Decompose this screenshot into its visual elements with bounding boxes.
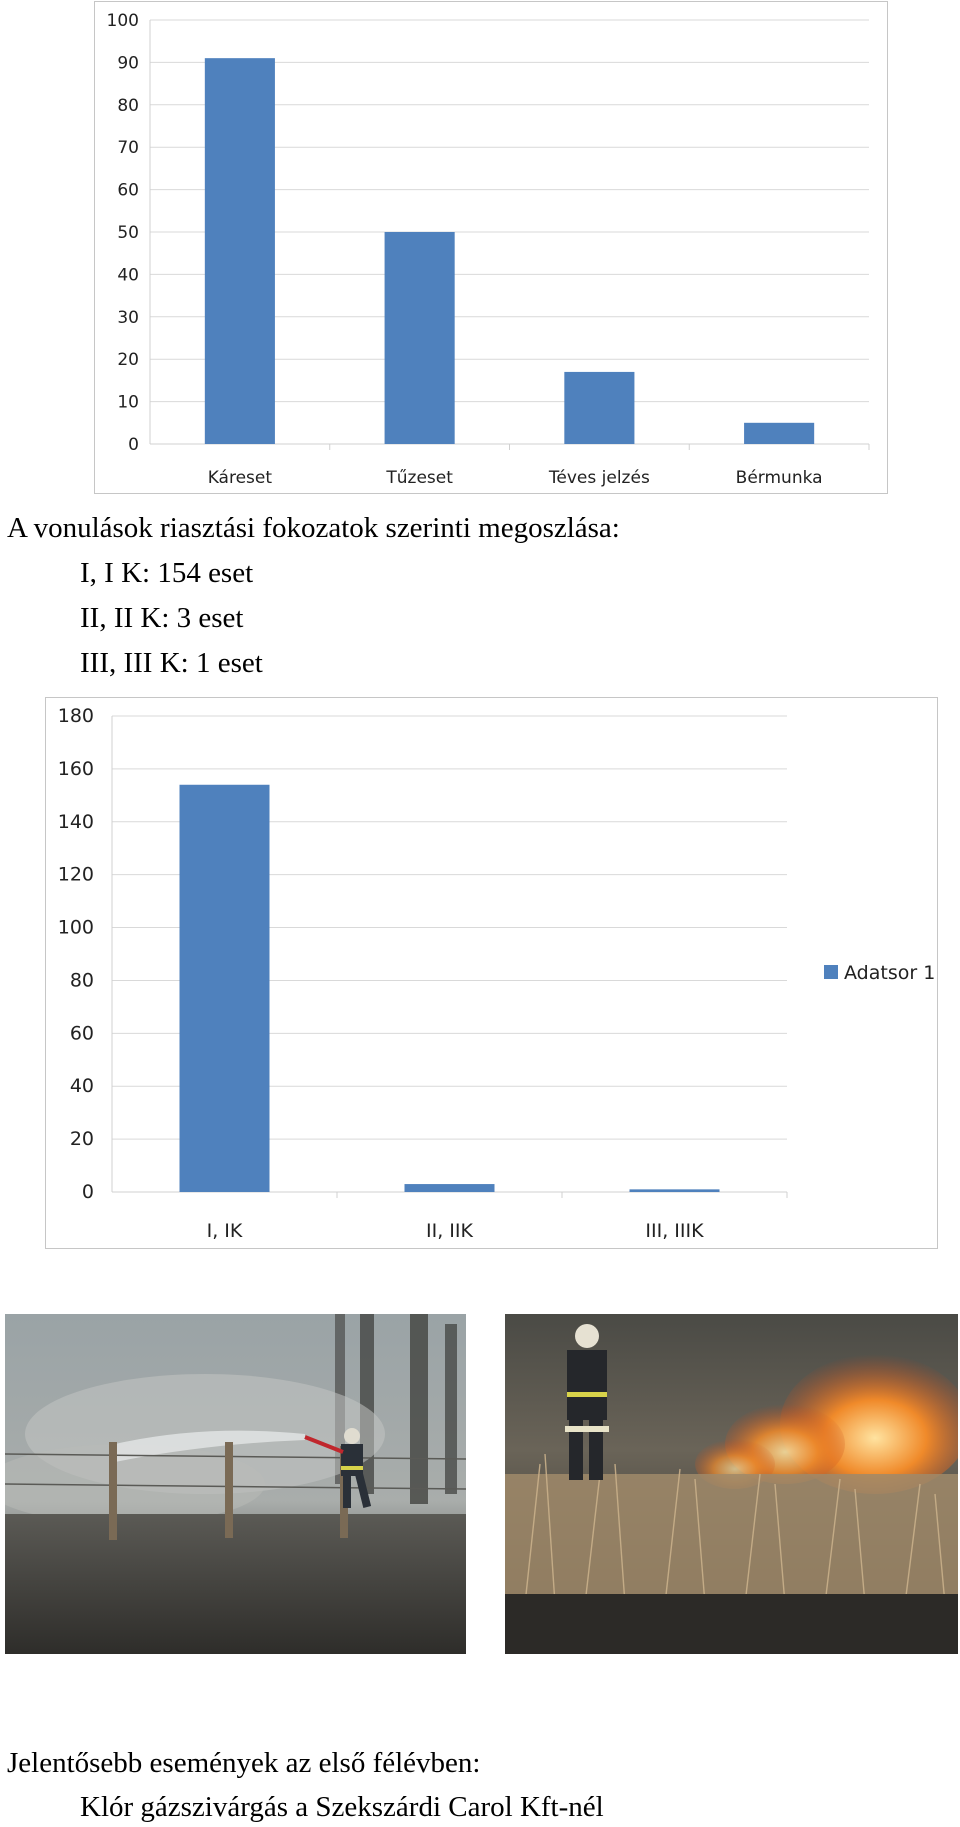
incident-chart-category-label: Téves jelzés	[548, 468, 650, 488]
incident-chart-y-tick-label: 70	[117, 138, 139, 159]
alarm-chart-y-tick-label: 160	[57, 757, 94, 780]
level-2-line: II, II K: 3 eset	[80, 602, 244, 634]
firefighter-spraying-water-photo	[5, 1314, 466, 1654]
alarm-chart-y-tick-label: 80	[69, 969, 94, 992]
incident-chart-y-tick-label: 40	[117, 265, 139, 286]
incident-chart-bar	[385, 232, 455, 444]
incident-type-chart	[94, 1, 888, 494]
alarm-chart-y-tick-label: 20	[69, 1128, 94, 1151]
incident-chart-y-tick-label: 0	[128, 435, 139, 455]
alarm-chart-legend-swatch	[824, 965, 838, 979]
alarm-chart-y-tick-label: 180	[57, 705, 94, 727]
incident-chart-category-label: Tűzeset	[386, 468, 453, 488]
incident-chart-bar	[744, 423, 814, 444]
firefighter-grass-fire-photo	[505, 1314, 958, 1654]
event-1-line: Klór gázszivárgás a Szekszárdi Carol Kft-nél	[80, 1791, 604, 1823]
incident-type-chart-svg	[95, 2, 889, 495]
alarm-chart-category-label: I, IK	[206, 1220, 243, 1242]
alarm-chart-bar	[630, 1189, 720, 1192]
incident-chart-category-label: Bérmunka	[735, 468, 823, 488]
incident-chart-category-label: Káreset	[207, 468, 273, 488]
alarm-chart-y-tick-label: 0	[81, 1181, 94, 1203]
incident-chart-y-tick-label: 50	[117, 223, 139, 243]
alarm-level-chart-svg	[46, 698, 939, 1250]
incident-chart-y-tick-label: 90	[117, 53, 139, 74]
incident-chart-y-tick-label: 80	[117, 95, 139, 116]
alarm-chart-y-tick-label: 100	[57, 916, 94, 939]
incident-chart-bar	[205, 58, 275, 444]
incident-chart-bar	[564, 372, 634, 444]
level-1-line: I, I K: 154 eset	[80, 557, 254, 589]
alarm-chart-y-tick-label: 40	[69, 1075, 94, 1098]
incident-chart-y-tick-label: 10	[117, 392, 139, 413]
alarm-chart-y-tick-label: 120	[57, 863, 94, 886]
alarm-chart-category-label: III, IIIK	[645, 1220, 704, 1242]
incident-chart-y-tick-label: 20	[117, 350, 139, 371]
alarm-chart-legend-label: Adatsor 1	[844, 962, 936, 984]
alarm-chart-y-tick-label: 60	[69, 1022, 94, 1045]
events-heading: Jelentősebb események az első félévben:	[7, 1747, 481, 1779]
distribution-heading: A vonulások riasztási fokozatok szerinti megoszlása:	[7, 512, 620, 544]
alarm-chart-category-label: II, IIK	[426, 1220, 473, 1242]
alarm-chart-bar	[405, 1184, 495, 1192]
alarm-chart-y-tick-label: 140	[57, 810, 94, 833]
incident-chart-y-tick-label: 100	[106, 11, 139, 31]
alarm-level-chart	[45, 697, 938, 1249]
alarm-chart-bar	[180, 785, 270, 1192]
incident-chart-y-tick-label: 60	[117, 180, 139, 201]
incident-chart-y-tick-label: 30	[117, 307, 139, 328]
level-3-line: III, III K: 1 eset	[80, 647, 263, 679]
